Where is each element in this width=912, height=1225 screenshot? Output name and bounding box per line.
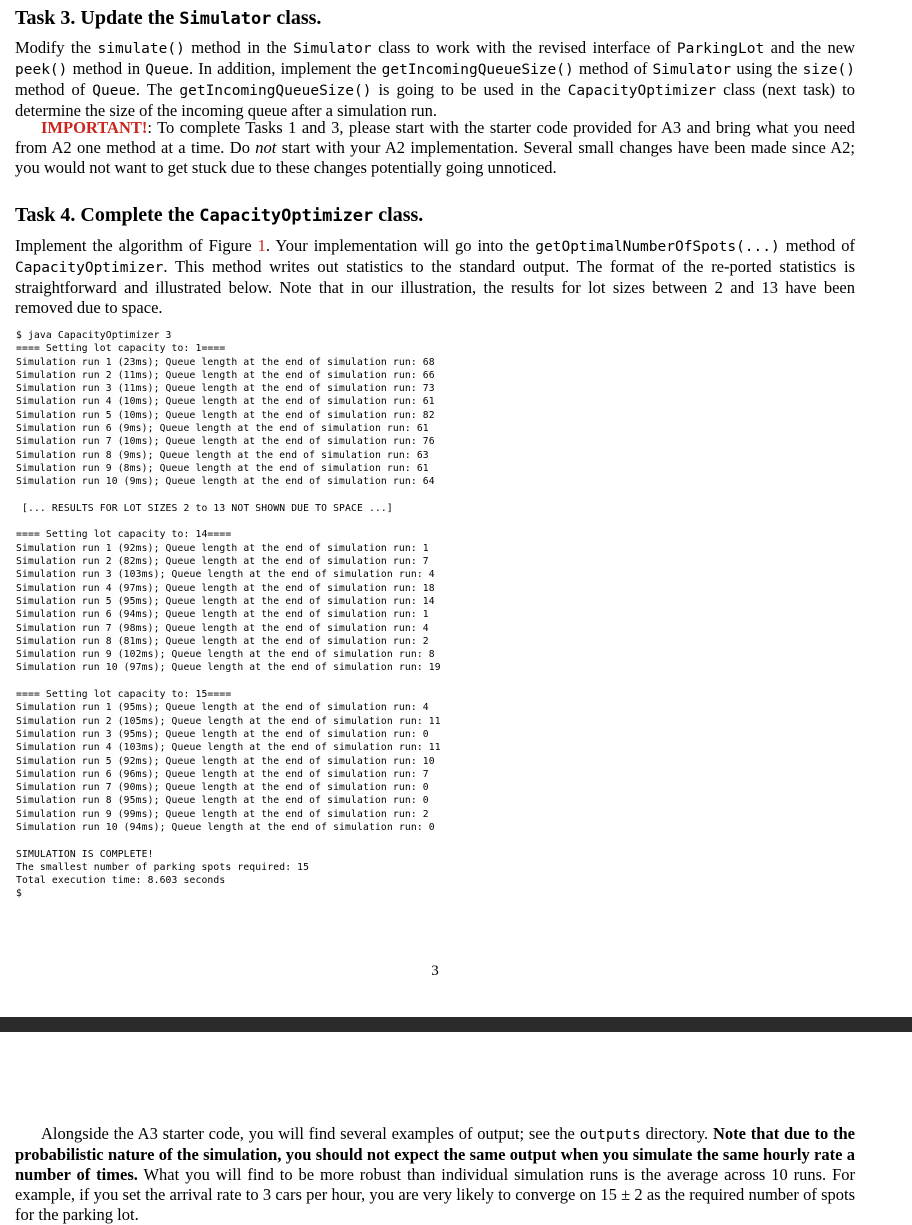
text-run: method of [779,236,855,255]
console-line: Simulation run 3 (103ms); Queue length at the end of simulation run: 4 [16,569,435,581]
code-identifier: simulate() [97,41,185,57]
console-output-listing [16,329,441,901]
code-identifier: ParkingLot [676,41,765,57]
task3-heading [15,6,321,31]
console-blank-line [16,515,441,528]
console-line: Simulation run 2 (105ms); Queue length at the end of simulation run: 11 [16,715,441,727]
console-line: Total execution time: 8.603 seconds [16,875,226,887]
task3-heading-prefix: Task 3. Update the [15,7,180,29]
code-identifier: size() [802,62,855,78]
text-run: . In addition, implement the [188,59,382,78]
task4-heading-suffix: class. [373,204,424,226]
text-run: using the [731,59,803,78]
text-run: and the new [764,38,855,57]
console-line: Simulation run 1 (92ms); Queue length at the end of simulation run: 1 [16,542,429,554]
console-line: ==== Setting lot capacity to: 14==== [16,529,232,541]
text-run: is going to be used in the [371,80,568,99]
text-run: Alongside the A3 starter code, you will find several examples of output; see the [41,1124,580,1143]
console-line: Simulation run 3 (95ms); Queue length at the end of simulation run: 0 [16,728,429,740]
console-line: Simulation run 4 (10ms); Queue length at the end of simulation run: 61 [16,396,435,408]
figure-reference-link[interactable]: 1 [257,236,266,255]
text-run: Implement the algorithm of Figure [15,236,258,255]
console-line: Simulation run 9 (102ms); Queue length at the end of simulation run: 8 [16,649,435,661]
code-identifier: CapacityOptimizer [567,83,717,99]
console-line: The smallest number of parking spots required: 15 [16,861,310,873]
console-line: Simulation run 6 (94ms); Queue length at the end of simulation run: 1 [16,609,429,621]
text-run: method of [15,80,93,99]
console-line: Simulation run 9 (99ms); Queue length at the end of simulation run: 2 [16,808,429,820]
console-line: Simulation run 10 (97ms); Queue length at the end of simulation run: 19 [16,662,441,674]
console-line: Simulation run 3 (11ms); Queue length at the end of simulation run: 73 [16,383,435,395]
task4-paragraph-1 [15,236,855,318]
console-line: Simulation run 7 (90ms); Queue length at the end of simulation run: 0 [16,782,429,794]
code-identifier: getOptimalNumberOfSpots(...) [535,239,780,255]
console-blank-line [16,675,441,688]
console-line: Simulation run 6 (96ms); Queue length at the end of simulation run: 7 [16,768,429,780]
text-run: directory. [640,1124,713,1143]
console-line: ==== Setting lot capacity to: 1==== [16,343,226,355]
console-blank-line [16,834,441,847]
console-line: $ java CapacityOptimizer 3 [16,330,172,341]
task4-heading [15,203,423,228]
text-run: start with your A2 implementation. Several small changes have been made since A2; you would not want to get stuck due to these changes potentially going unnoticed. [15,138,855,177]
console-line: $ [16,888,22,900]
code-identifier: CapacityOptimizer [15,260,164,276]
emphasis-text: not [255,138,277,157]
console-line: Simulation run 9 (8ms); Queue length at the end of simulation run: 61 [16,462,429,474]
console-line: Simulation run 2 (82ms); Queue length at the end of simulation run: 7 [16,556,429,568]
console-line: Simulation run 10 (94ms); Queue length at the end of simulation run: 0 [16,821,435,833]
task3-heading-class-name: Simulator [179,9,272,29]
console-line: [... RESULTS FOR LOT SIZES 2 to 13 NOT SHOWN DUE TO SPACE ...] [16,502,393,514]
task4-heading-prefix: Task 4. Complete the [15,204,200,226]
code-identifier: outputs [579,1127,641,1143]
code-identifier: Simulator [652,62,732,78]
page-number: 3 [431,963,439,979]
console-line: Simulation run 6 (9ms); Queue length at the end of simulation run: 61 [16,423,429,435]
text-run: . Your implementation will go into the [265,236,536,255]
console-line: Simulation run 8 (81ms); Queue length at the end of simulation run: 2 [16,635,429,647]
console-line: ==== Setting lot capacity to: 15==== [16,689,232,701]
code-identifier: getIncomingQueueSize() [381,62,574,78]
text-run: : To complete Tasks 1 and 3, please start with the starter code provided for A3 and bring what you need from A2 one method at a time. Do [15,118,855,157]
console-line: Simulation run 1 (95ms); Queue length at the end of simulation run: 4 [16,702,429,714]
text-run: method in the [184,38,294,57]
code-identifier: peek() [15,62,68,78]
console-line: Simulation run 4 (103ms); Queue length at the end of simulation run: 11 [16,742,441,754]
console-line: Simulation run 8 (95ms); Queue length at the end of simulation run: 0 [16,795,429,807]
code-identifier: Queue [145,62,189,78]
code-identifier: getIncomingQueueSize() [179,83,372,99]
console-line: Simulation run 1 (23ms); Queue length at the end of simulation run: 68 [16,356,435,368]
next-page-paragraph [15,1124,855,1225]
console-line: Simulation run 2 (11ms); Queue length at the end of simulation run: 66 [16,369,435,381]
console-line: Simulation run 5 (92ms); Queue length at the end of simulation run: 10 [16,755,435,767]
code-identifier: Queue [92,83,136,99]
console-line: Simulation run 7 (98ms); Queue length at the end of simulation run: 4 [16,622,429,634]
console-line: Simulation run 5 (95ms); Queue length at the end of simulation run: 14 [16,595,435,607]
task3-important-paragraph [15,118,855,178]
text-run: What you will find to be more robust than individual simulation runs is the average across 10 runs. For example, if you set the arrival rate to 3 cars per hour, you are very likely to converge on 15 ± 2 as the required number of spots for the parking lot. [15,1165,856,1224]
task3-heading-suffix: class. [271,7,322,29]
task4-heading-class-name: CapacityOptimizer [199,206,374,226]
console-blank-line [16,489,441,502]
text-run: Modify the [15,38,98,57]
console-line: Simulation run 7 (10ms); Queue length at the end of simulation run: 76 [16,436,435,448]
text-run: method of [573,59,653,78]
console-line: Simulation run 10 (9ms); Queue length at the end of simulation run: 64 [16,476,435,488]
console-line: Simulation run 5 (10ms); Queue length at the end of simulation run: 82 [16,409,435,421]
task3-paragraph-1 [15,38,855,121]
console-line: Simulation run 8 (9ms); Queue length at the end of simulation run: 63 [16,449,429,461]
text-run: . This method writes out statistics to the standard output. The format of the re-ported statistics is straightforward and illustrated below. Note that in our illustration, the results for lot sizes between 2 and 13 have been removed due to space. [15,257,855,317]
console-line: Simulation run 4 (97ms); Queue length at the end of simulation run: 18 [16,582,435,594]
bold-note: Note that due to the probabilistic nature of the simulation, you should not expect the same output when you simulate the same hourly rate a number of times. [15,1124,856,1184]
text-run: . The [135,80,180,99]
console-line: SIMULATION IS COMPLETE! [16,848,154,860]
text-run: method in [67,59,146,78]
important-label: IMPORTANT! [41,118,148,137]
code-identifier: Simulator [293,41,372,57]
text-run: class (next task) to determine the size of the incoming queue after a simulation run. [15,80,855,120]
page-divider [0,1017,912,1032]
text-run: class to work with the revised interface of [371,38,677,57]
